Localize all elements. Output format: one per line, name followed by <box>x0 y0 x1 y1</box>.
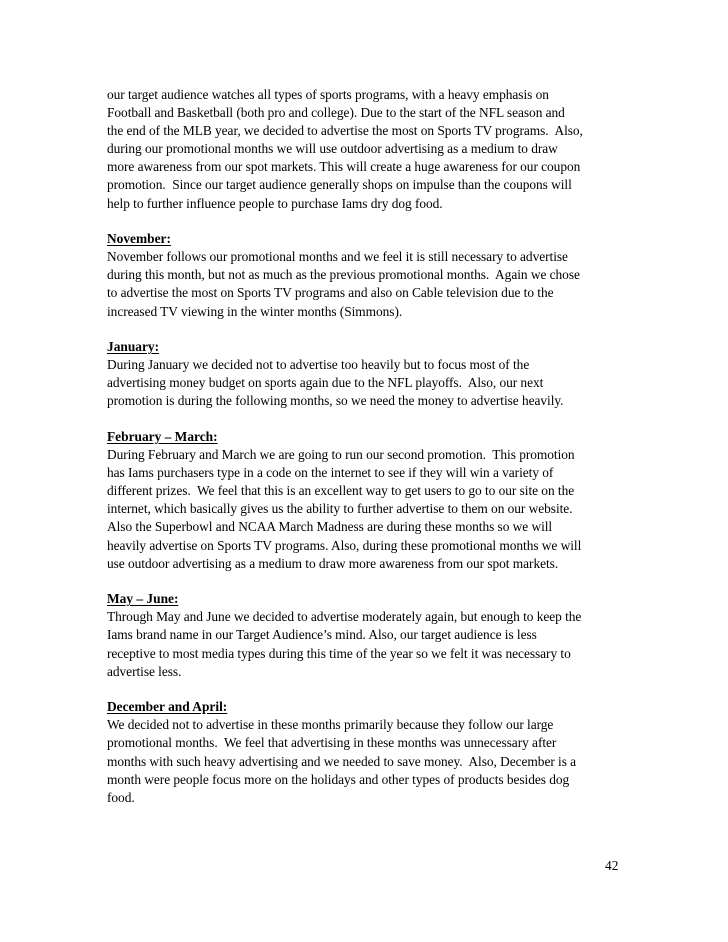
body-line: November follows our promotional months and we feel it is still necessary to advertise <box>107 249 568 265</box>
body-line: promotional months. We feel that advertising in these months was unnecessary after <box>107 735 557 751</box>
body-line: months with such heavy advertising and we needed to save money. Also, December is a <box>107 753 577 769</box>
body-line: Through May and June we decided to advertise moderately again, but enough to keep the <box>107 609 582 625</box>
section-heading: February – March: <box>107 429 218 444</box>
body-line: the end of the MLB year, we decided to advertise the most on Sports TV programs. Also, <box>107 123 583 139</box>
body-line: Also the Superbowl and NCAA March Madness are during these months so we will <box>107 519 553 535</box>
body-line: Iams brand name in our Target Audience’s mind. Also, our target audience is less <box>107 627 537 643</box>
section-paragraph <box>107 248 627 320</box>
body-line: receptive to most media types during this time of the year so we felt it was necessary to <box>107 645 571 661</box>
section-paragraph <box>107 608 627 680</box>
body-line: We decided not to advertise in these months primarily because they follow our large <box>107 717 554 733</box>
section-paragraph <box>107 716 627 806</box>
section-paragraph <box>107 356 627 410</box>
body-line: increased TV viewing in the winter months (Simmons). <box>107 303 403 319</box>
section-heading: December and April: <box>107 699 228 715</box>
body-line: help to further influence people to purchase Iams dry dog food. <box>107 195 443 211</box>
body-line: has Iams purchasers type in a code on the internet to see if they will win a variety of <box>107 465 554 481</box>
section-heading: November: <box>107 231 171 247</box>
body-line: food. <box>107 789 135 805</box>
body-line: advertising money budget on sports again due to the NFL playoffs. Also, our next <box>107 375 544 391</box>
body-line: during this month, but not as much as the previous promotional months. Again we chose <box>107 267 580 283</box>
body-line: month were people focus more on the holidays and other types of products besides dog <box>107 771 570 787</box>
page-content <box>107 86 627 807</box>
body-line: During January we decided not to advertise too heavily but to focus most of the <box>107 357 530 373</box>
body-line: advertise less. <box>107 663 182 679</box>
intro-paragraph <box>107 86 627 213</box>
body-line: different prizes. We feel that this is an excellent way to get users to go to our site on the <box>107 483 575 499</box>
section-paragraph <box>107 446 627 573</box>
body-line: to advertise the most on Sports TV programs and also on Cable television due to the <box>107 285 554 301</box>
body-line: during our promotional months we will use outdoor advertising as a medium to draw <box>107 141 558 157</box>
section-january <box>107 338 627 410</box>
section-may-june <box>107 590 627 680</box>
body-line: more awareness from our spot markets. This will create a huge awareness for our coupon <box>107 159 581 175</box>
section-december-april <box>107 698 627 807</box>
body-line: During February and March we are going to run our second promotion. This promotion <box>107 447 575 463</box>
body-line: Football and Basketball (both pro and college). Due to the start of the NFL season and <box>107 105 565 121</box>
body-line: use outdoor advertising as a medium to draw more awareness from our spot markets. <box>107 555 559 571</box>
body-line: internet, which basically gives us the ability to further advertise to them on our website. <box>107 501 573 517</box>
body-line: promotion is during the following months, so we need the money to advertise heavily. <box>107 393 564 409</box>
section-february-march <box>107 428 627 573</box>
body-line: heavily advertise on Sports TV programs. Also, during these promotional months we will <box>107 537 582 553</box>
section-november <box>107 230 627 320</box>
body-line: our target audience watches all types of sports programs, with a heavy emphasis on <box>107 87 549 102</box>
page-number: 42 <box>605 858 619 873</box>
body-line: promotion. Since our target audience generally shops on impulse than the coupons will <box>107 177 572 193</box>
section-heading: January: <box>107 339 160 355</box>
section-heading: May – June: <box>107 591 179 607</box>
